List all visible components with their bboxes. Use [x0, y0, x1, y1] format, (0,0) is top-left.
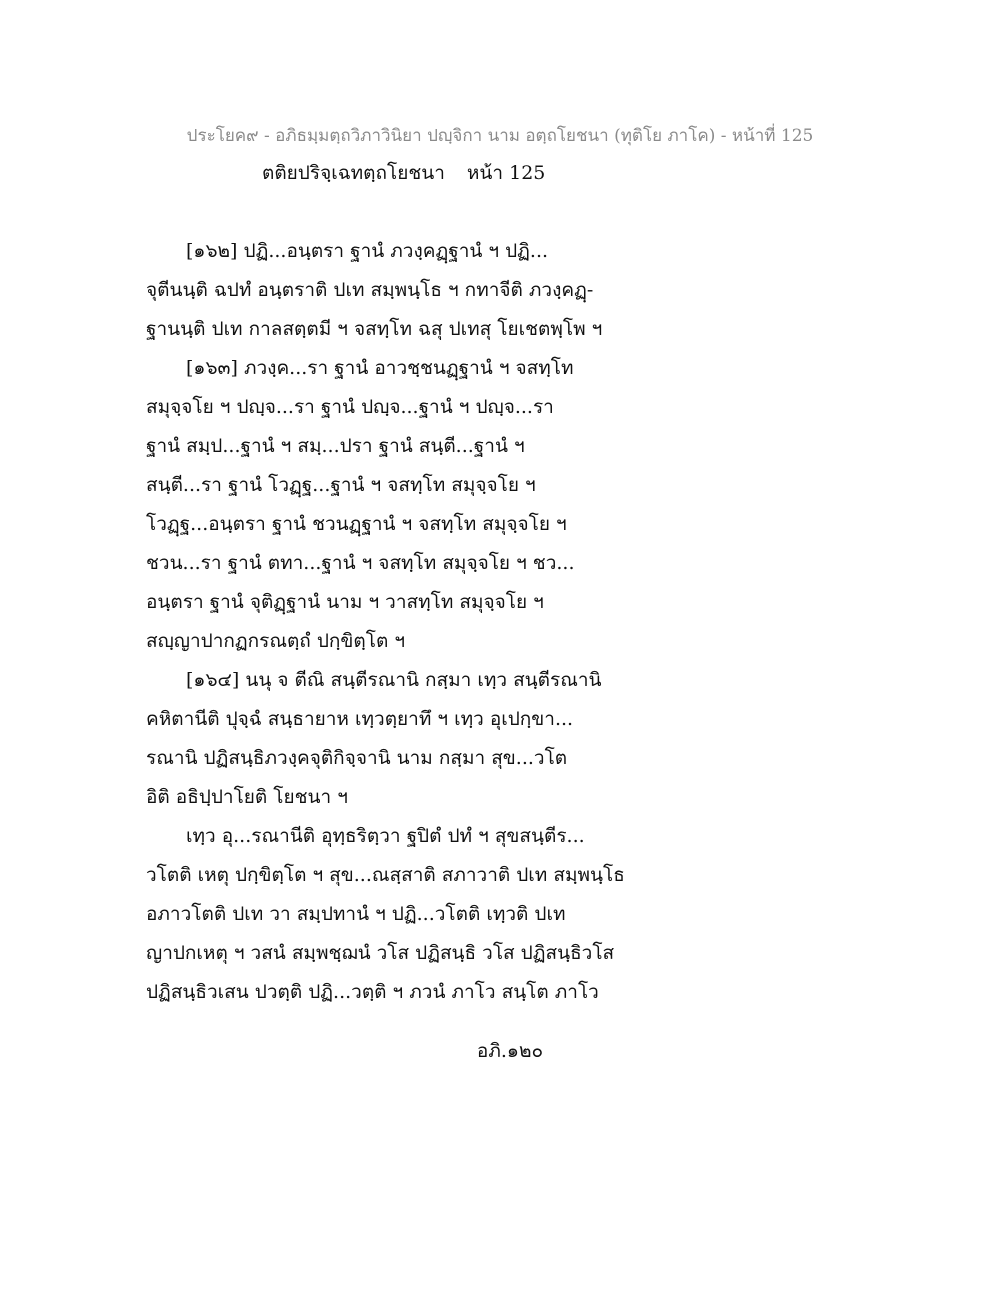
text-line: อนฺตรา ฐานํ จุติฏฺฐานํ นาม ฯ วาสทฺโท สมุจฺจโย ฯ: [146, 591, 544, 613]
text-line: ชวน...รา ฐานํ ตทา...ฐานํ ฯ จสทฺโท สมุจฺจโย ฯ ชว...: [146, 552, 575, 574]
body-text: [146, 232, 866, 1012]
text-line: อิติ อธิปฺปาโยติ โยชนา ฯ: [146, 786, 348, 808]
running-header: ประโยค๙ - อภิธมฺมตฺถวิภาวินิยา ปญฺจิกา นาม อตฺถโยชนา (ทุติโย ภาโค) - หน้าที่ 125: [186, 126, 814, 146]
text-line: คหิตานีติ ปุจฺฉํ สนฺธายาห เทฺวตฺยาทึ ฯ เทฺว อุเปกฺขา...: [146, 708, 574, 730]
text-line: ญาปกเหตุ ฯ วสนํ สมฺพชฺฌนํ วโส ปฏิสนฺธิ วโส ปฏิสนฺธิวโส: [146, 942, 615, 964]
text-line: สมุจฺจโย ฯ ปญฺจ...รา ฐานํ ปญฺจ...ฐานํ ฯ ปญฺจ...รา: [146, 396, 554, 418]
text-line: ฐานํ สมฺป...ฐานํ ฯ สมฺ...ปรา ฐานํ สนฺตี...ฐานํ ฯ: [146, 435, 525, 457]
text-line: ฐานนฺติ ปเท กาลสตฺตมี ฯ จสทฺโท ฉสุ ปเทสุ โยเชตพฺโพ ฯ: [146, 318, 603, 340]
text-line: สญฺญาปากฏกรณตฺถํ ปกฺขิตฺโต ฯ: [146, 630, 405, 652]
text-line: วโตติ เหตุ ปกฺขิตฺโต ฯ สุข...ณสฺสาติ สภาวาติ ปเท สมฺพนฺโธ: [146, 864, 625, 886]
page-footer-reference: อภิ.๑๒๐: [476, 1040, 544, 1062]
text-line: รณานิ ปฏิสนฺธิภวงฺคจุติกิจฺจานิ นาม กสฺมา สุข...วโต: [146, 747, 568, 769]
section-heading: [262, 158, 545, 188]
text-line: โวฏฺฐ...อนฺตรา ฐานํ ชวนฏฺฐานํ ฯ จสทฺโท สมุจฺจโย ฯ: [146, 513, 567, 535]
text-line: จุตีนนฺติ ฉปทํ อนฺตราติ ปเท สมฺพนฺโธ ฯ กทาจีติ ภวงฺคฏฺ-: [146, 279, 594, 301]
text-line: [๑๖๔] นนุ จ ตีณิ สนฺตีรณานิ กสฺมา เทฺว สนฺตีรณานิ: [186, 669, 602, 691]
text-line: [๑๖๓] ภวงฺค...รา ฐานํ อาวชฺชนฏฺฐานํ ฯ จสทฺโท: [186, 357, 574, 379]
text-line: ปฏิสนฺธิวเสน ปวตฺติ ปฏิ...วตฺติ ฯ ภวนํ ภาโว สนฺโต ภาโว: [146, 981, 599, 1003]
text-line: เทฺว อุ...รณานีติ อุทฺธริตฺวา ฐปิตํ ปทํ ฯ สุขสนฺตีร...: [186, 825, 585, 847]
text-line: สนฺตี...รา ฐานํ โวฏฺฐ...ฐานํ ฯ จสทฺโท สมุจฺจโย ฯ: [146, 474, 536, 496]
text-line: อภาวโตติ ปเท วา สมฺปทานํ ฯ ปฏิ...วโตติ เทฺวติ ปเท: [146, 903, 566, 925]
section-title: ตติยปริจฺเฉทตฺถโยชนา: [262, 162, 445, 184]
section-page-label: หน้า 125: [466, 162, 546, 184]
text-line: [๑๖๒] ปฏิ...อนฺตรา ฐานํ ภวงฺคฏฺฐานํ ฯ ปฏิ...: [186, 240, 549, 262]
